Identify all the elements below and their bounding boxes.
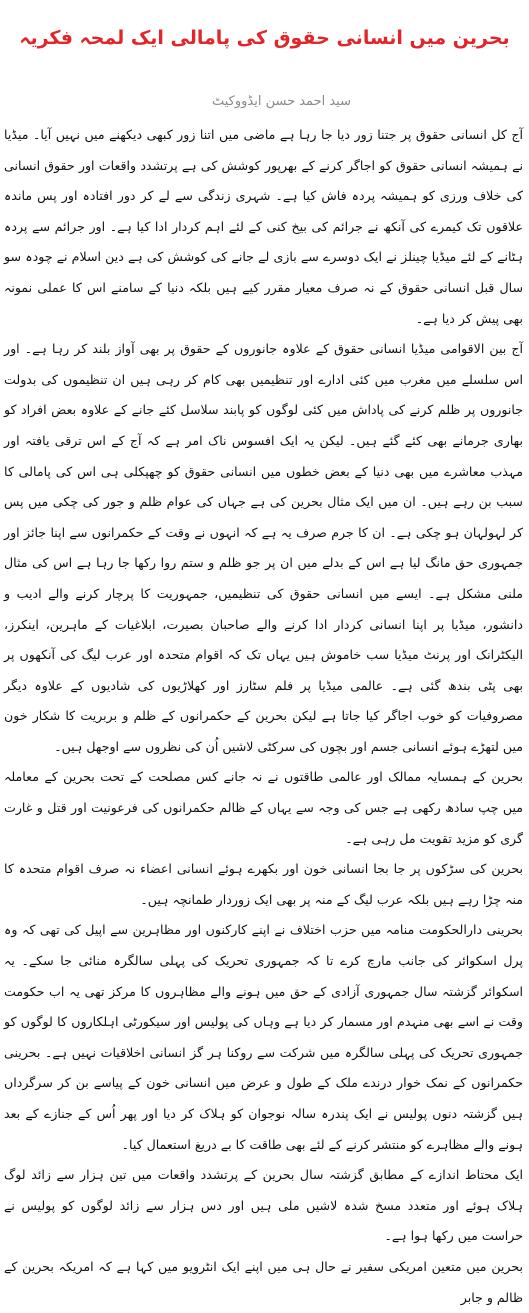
paragraph: بحرین میں متعین امریکی سفیر نے حال ہی میں اپنے ایک انٹرویو میں کہا ہے کہ امریکہ بحرین کے ظالم و جابر <box>4 1258 523 1305</box>
author-byline: سید احمد حسن ایڈووکیٹ <box>211 94 351 109</box>
paragraph: بحرین کے ہمسایہ ممالک اور عالمی طاقتوں نے نہ جانے کس مصلحت کے تحت بحرین کے معاملہ میں چپ سادھ رکھی ہے جس کی وجہ سے یہاں کے ظالم حکمرانوں کی فرعونیت اور قتل و غارت گری کو مزید تقویت مل رہی ہے۔ <box>4 769 523 846</box>
paragraph: بحرینی دارالحکومت منامہ میں حزب اختلاف نے اپنے کارکنوں اور مظاہرین سے اپیل کی تھی کہ وہ پرل اسکوائر کی جانب مارچ کرے تا کہ جمہوری تحریک کی پہلی سالگرہ منائی جا سکے۔ یہ اسکوائر گزشتہ سال جمہوری آزادی کے حق میں ہونے والے مظاہروں کا مرکز تھی یہ اب حکومت وقت نے اسے بھی منہدم اور مسمار کر دیا ہے وہاں کی پولیس اور سیکورٹی اہلکاروں کا لوگوں کو جمہوری تحریک کی پہلی سالگرہ میں شرکت سے روکنا ہر گز انسانی اخلاقیات نہیں ہے۔ بحرینی حکمرانوں کے نمک خوار درندے ملک کے طول و عرض میں انسانی خون کے پیاسے بن کر سرگرداں ہیں گزشتہ دنوں پولیس نے ایک پندرہ سالہ نوجوان کو ہلاک کر دیا اور پھر اُس کے جنازے کے بعد ہونے والے مظاہرے کو منتشر کرنے کے لئے بھی طاقت کا بے دریغ استعمال کیا۔ <box>4 922 523 1152</box>
article-title: بحرین میں انسانی حقوق کی پامالی ایک لمحہ فکریہ <box>19 26 510 49</box>
paragraph: آج بین الاقوامی میڈیا انسانی حقوق کے علاوہ جانوروں کے حقوق پر بھی آواز بلند کر رہا ہے۔ اور اس سلسلے میں مغرب میں کئی ادارے اور تنظیمیں بھی کام کر رہی ہیں ان تنظیموں کی بدولت جانوروں پر ظلم کرنے کی پاداش میں کئی لوگوں کو پابند سلاسل کئے جانے کے علاوہ بعض افراد کو بھاری جرمانے بھی کئے گئے ہیں۔ لیکن یہ ایک افسوس ناک امر ہے کہ آج کے اس ترقی یافتہ اور مہذب معاشرے میں بھی دنیا کے بعض خطوں میں انسانی حقوق کو چھپکلی ہی اس کی پامالی کا سبب بن رہے ہیں۔ ان میں ایک مثال بحرین کی ہے جہاں کی عوام ظلم و جور کی چکی میں پس کر لہولہان ہو چکی ہے۔ ان کا جرم صرف یہ ہے کہ انہوں نے وقت کے حکمرانوں سے اپنا جائز اور جمہوری حق مانگ لیا ہے اس کے بدلے میں ان پر جو ظلم و ستم روا رکھا جا رہا ہے اس کی مثال ملنی مشکل ہے۔ ایسے میں انسانی حقوق کی تنظیمیں، جمہوریت کا پرچار کرنے والے ادیب و دانشور، میڈیا پر اپنا انسانی کردار ادا کرنے والے صاحبان بصیرت، ابلاغیات کے ماہرین، اینکرز، الیکٹرانک اور پرنٹ میڈیا سب خاموش ہیں یہاں تک کہ اقوام متحدہ اور عرب لیگ کی آنکھوں پر بھی پٹی بندھ گئی ہے۔ عالمی میڈیا پر فلم سٹارز اور کھلاڑیوں کی شادیوں کے علاوہ دیگر مصروفیات کو خوب اجاگر کیا جاتا ہے لیکن بحرین کے حکمرانوں کے ظلم و بربریت کا شکار خون میں لتھڑے ہوئے انسانی جسم اور بچوں کی سرکٹی لاشیں اُن کی نظروں سے اوجھل ہیں۔ <box>4 341 523 754</box>
article-body <box>4 120 523 1305</box>
paragraph: ایک محتاط اندازے کے مطابق گزشتہ سال بحرین کے پرتشدد واقعات میں تین ہزار سے زائد لوگ ہلاک ہوئے اور متعدد مسخ شدہ لاشیں ملی ہیں اور دس ہزار سے زائد لوگوں کو پولیس نے حراست میں رکھا ہوا ہے۔ <box>4 1167 523 1244</box>
paragraph: بحرین کی سڑکوں پر جا بجا انسانی خون اور بکھرے ہوئے انسانی اعضاء نہ صرف اقوام متحدہ کا منہ چڑا رہے ہیں بلکہ عرب لیگ کے منہ پر بھی ایک زوردار طمانچہ ہیں۔ <box>4 861 523 907</box>
paragraph: آج کل انسانی حقوق پر جتنا زور دیا جا رہا ہے ماضی میں اتنا زور کبھی دیکھنے میں نہیں آیا۔ میڈیا نے ہمیشہ انسانی حقوق کو اجاگر کرنے کے بھرپور کوشش کی ہے پرتشدد واقعات اور حقوق انسانی کی خلاف ورزی کو ہمیشہ پردہ فاش کیا ہے۔ شہری زندگی سے لے کر دور افتادہ اور پس ماندہ علاقوں تک کیمرے کی آنکھ نے جرائم کی بیخ کنی کے لئے اہم کردار ادا کیا ہے۔ اور جرائم سے پردہ ہٹانے کے لئے میڈیا چینلز نے ایک دوسرے سے بازی لے جانے کی کوشش کی ہے دین اسلام نے چودہ سو سال قبل انسانی حقوق کے نہ صرف معیار مقرر کیے ہیں بلکہ دنیا کے سامنے اس کا عملی نمونہ بھی پیش کر دیا ہے۔ <box>4 127 523 326</box>
